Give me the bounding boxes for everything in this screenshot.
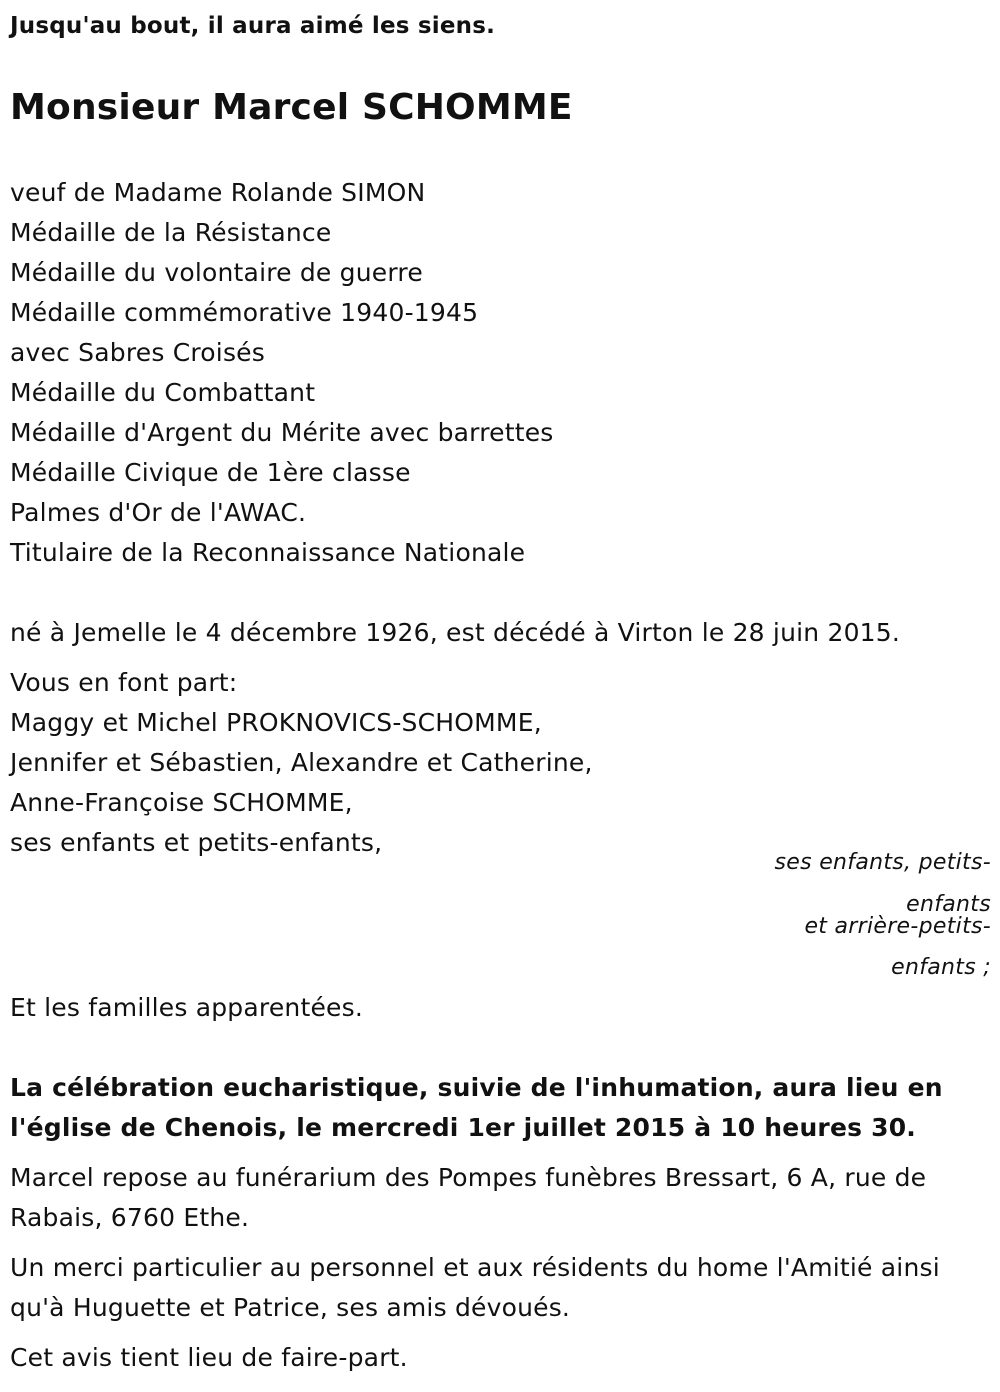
family-line: Anne-Françoise SCHOMME,: [10, 788, 353, 817]
thanks-line: qu'à Huguette et Patrice, ses amis dévoués.: [10, 1293, 571, 1322]
honor-line: veuf de Madame Rolande SIMON: [10, 178, 426, 207]
honor-line: avec Sabres Croisés: [10, 338, 265, 367]
honor-line: Médaille du volontaire de guerre: [10, 258, 423, 287]
honor-line: Médaille du Combattant: [10, 378, 316, 407]
family-line: Jennifer et Sébastien, Alexandre et Catherine,: [10, 748, 593, 777]
honor-line: Titulaire de la Reconnaissance Nationale: [10, 538, 526, 567]
birth-death-line: né à Jemelle le 4 décembre 1926, est décédé à Virton le 28 juin 2015.: [10, 618, 901, 647]
ceremony-line: La célébration eucharistique, suivie de l'inhumation, aura lieu en: [10, 1073, 943, 1102]
honor-line: Palmes d'Or de l'AWAC.: [10, 498, 307, 527]
ceremony-line: l'église de Chenois, le mercredi 1er juillet 2015 à 10 heures 30.: [10, 1113, 916, 1142]
deceased-name: Monsieur Marcel SCHOMME: [10, 87, 573, 128]
family-line: Maggy et Michel PROKNOVICS-SCHOMME,: [10, 708, 542, 737]
honors-list: [10, 173, 554, 573]
family-line: ses enfants et petits-enfants,: [10, 828, 383, 857]
repose-line: Marcel repose au funérarium des Pompes funèbres Bressart, 6 A, rue de: [10, 1163, 927, 1192]
announcers-intro: Vous en font part:: [10, 668, 238, 697]
relatives-line: Et les familles apparentées.: [10, 993, 363, 1022]
right-aligned-line: enfants ;: [891, 955, 991, 980]
honor-line: Médaille d'Argent du Mérite avec barrettes: [10, 418, 554, 447]
honor-line: Médaille de la Résistance: [10, 218, 332, 247]
honor-line: Médaille commémorative 1940-1945: [10, 298, 479, 327]
right-aligned-line: ses enfants, petits-: [774, 850, 991, 875]
right-aligned-line: et arrière-petits-: [804, 914, 991, 939]
family-list: [10, 703, 593, 863]
repose-line: Rabais, 6760 Ethe.: [10, 1203, 250, 1232]
right-aligned-line: enfants: [906, 892, 991, 917]
motto-heading: Jusqu'au bout, il aura aimé les siens.: [10, 13, 496, 39]
honor-line: Médaille Civique de 1ère classe: [10, 458, 411, 487]
closing-line: Cet avis tient lieu de faire-part.: [10, 1343, 408, 1372]
thanks-line: Un merci particulier au personnel et aux résidents du home l'Amitié ainsi: [10, 1253, 940, 1282]
